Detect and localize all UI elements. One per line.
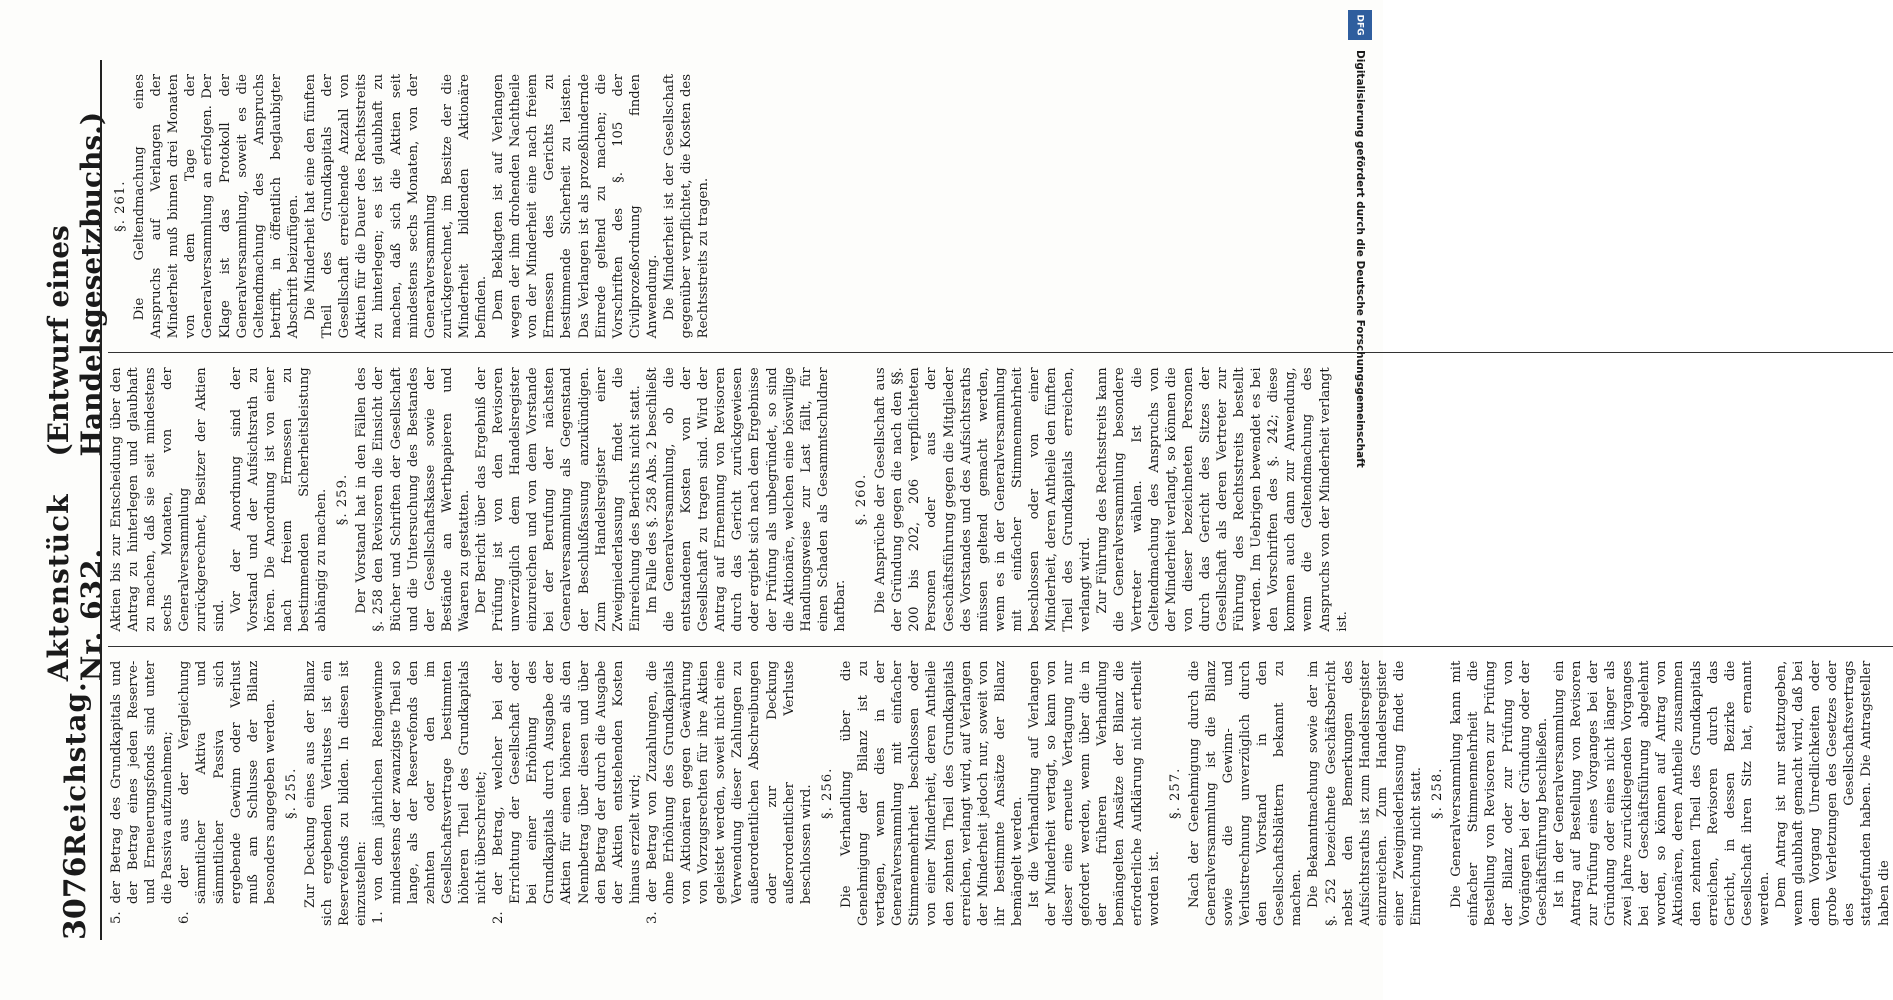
list-item: 3. der Betrag von Zuzahlungen, die ohne Erhöhung des Grundkapitals von Aktionären gegen Gewährung von Vorzugsrechten für ihre Aktien geleistet werden, soweit nicht eine Verwendung dieser Zahlungen zu außerordentlichen Abschreibungen oder zur Deckung außerordentlicher Verluste beschlossen wird. [644, 660, 814, 924]
paragraph: Aktien bis zur Entscheidung über den Antrag zu hinterlegen und glaubhaft zu machen, daß sie seit mindestens sechs Monaten, von der Generalversammlung zurückgerechnet, Besitzer der Aktien sind. [109, 367, 227, 632]
dfg-logo: DFG [1348, 10, 1372, 40]
paragraph: Die Minderheit hat eine den fünften Theil des Grundkapitals der Gesellschaft erreichende Anzahl von Aktien für die Dauer des Rechtsstreits zu hinterlegen; es ist glaubhaft zu machen, daß sich die Aktien seit mindestens sechs Monaten, von der Generalversammlung zurückgerechnet, im Besitze der die Minderheit bildenden Aktionäre befinden. [303, 74, 489, 339]
paragraph: Zur Deckung eines aus der Bilanz sich ergebenden Verlustes ist ein Reservefonds zu bilden. In diesen ist einzustellen: [303, 660, 370, 926]
paragraph: Dem Beklagten ist auf Verlangen wegen der ihm drohenden Nachtheile von der Minderheit eine nach freiem Ermessen des Gerichts zu bestimmende Sicherheit zu leisten. Das Verlangen ist als prozeßhindernde Einrede geltend zu machen; die Vorschriften des §. 105 der Civilprozeßordnung finden Anwendung. [491, 74, 660, 339]
paragraph: Dem Antrag ist nur stattzugeben, wenn glaubhaft gemacht wird, daß bei dem Vorgang Unredlichkeiten oder grobe Verletzungen des Gesetzes oder des Gesellschaftsvertrags stattgefunden haben. Die Antragsteller haben die [1774, 660, 1892, 926]
paragraph: Der Vorstand hat in den Fällen des §. 258 den Revisoren die Einsicht der Bücher und Schriften der Gesellschaft und die Untersuchung des Bestandes der Gesellschaftskasse sowie der Bestände an Werthpapieren und Waaren zu gestatten. [354, 367, 472, 632]
list-item: 6. der aus der Vergleichung sämmtlicher Aktiva und sämmtlicher Passiva sich ergebende Gewinn oder Verlust muß am Schlusse der Bilanz besonders angegeben werden. [177, 660, 278, 924]
publication-name: Reichstag. [58, 681, 92, 857]
paragraph: Die Ansprüche der Gesellschaft aus der Gründung gegen die nach den §§. 200 bis 202, 206 verpflichteten Personen oder aus der Geschäftsführung gegen die Mitglieder des Vorstandes und des Aufsichtsraths müssen geltend gemacht werden, wenn es in der Generalversammlung mit einfacher Stimmenmehrheit beschlossen oder von einer Minderheit, deren Antheile den fünften Theil des Grundkapitals erreichen, verlangt wird. [873, 367, 1094, 632]
paragraph: Nach der Genehmigung durch die Generalversammlung ist die Bilanz sowie die Gewinn- und Verlustrechnung unverzüglich durch den Vorstand in den Gesellschaftsblättern bekannt zu machen. [1186, 660, 1305, 926]
section-heading: §. 258. [1430, 767, 1446, 820]
section-heading: §. 255. [283, 767, 299, 820]
header-rule [100, 60, 102, 940]
paragraph: Zur Führung des Rechtsstreits kann die Generalversammlung besondere Vertreter wählen. Ist die Geltendmachung des Anspruchs von der Minderheit verlangt, so können die von dieser bezeichneten Personen durch das Gericht des Sitzes der Gesellschaft als deren Vertreter zur Führung des Rechtsstreits bestellt werden. Im Uebrigen bewendet es bei den Vorschriften des §. 242; diese kommen auch dann zur Anwendung, wenn die Geltendmachung des Anspruchs von der Minderheit verlangt ist. [1095, 367, 1350, 632]
column-right [108, 60, 1893, 353]
list-item: 1. von dem jährlichen Reingewinne mindestens der zwanzigste Theil so lange, als der Reservefonds den zehnten oder den im Gesellschaftsvertrage bestimmten höheren Theil des Grundkapitals nicht überschreitet; [371, 660, 489, 924]
paragraph: Die Generalversammlung kann mit einfacher Stimmenmehrheit die Bestellung von Revisoren zur Prüfung der Bilanz oder zur Prüfung von Vorgängen bei der Gründung oder der Geschäftsführung beschließen. [1449, 660, 1550, 926]
column-left [108, 647, 1893, 940]
digitization-text: Digitalisierung gefördert durch die Deutsche Forschungsgemeinschaft [1354, 50, 1366, 468]
paragraph: Im Falle des §. 258 Abs. 2 beschließt die Generalversammlung, ob die entstandenen Kosten von der Gesellschaft zu tragen sind. Wird der Antrag auf Ernennung von Revisoren durch das Gericht zurückgewiesen oder ergiebt sich nach dem Ergebnisse der Prüfung als unbegründet, so sind die Aktionäre, welchen eine böswillige Handlungsweise zur Last fällt, für einen Schaden als Gesammtschuldner haftbar. [644, 367, 848, 632]
paragraph: Die Minderheit ist der Gesellschaft gegenüber verpflichtet, die Kosten des Rechtsstreits zu tragen. [662, 74, 712, 339]
paragraph: Die Bekanntmachung sowie der im §. 252 bezeichnete Geschäftsbericht nebst den Bemerkungen des Aufsichtsraths ist zum Handelsregister einzureichen. Zum Handelsregister einer Zweigniederlassung findet die Einreichung nicht statt. [1306, 660, 1425, 926]
paragraph: Die Geltendmachung eines Anspruchs auf Verlangen der Minderheit muß binnen drei Monaten von dem Tage der Generalversammlung an erfolgen. Der Klage ist das Protokoll der Generalversammlung, soweit es die Geltendmachung des Anspruchs betrifft, in öffentlich beglaubigter Abschrift beizufügen. [132, 74, 301, 339]
digitization-note [1348, 10, 1372, 1000]
document-number: Aktenstück Nr. 632. [42, 493, 108, 682]
section-heading: §. 257. [1167, 767, 1183, 820]
document-title: (Entwurf eines Handelsgesetzbuchs.) [42, 111, 108, 457]
page-number: 3076 [57, 856, 93, 940]
paragraph: Ist in der Generalversammlung ein Antrag auf Bestellung von Revisoren zur Prüfung eines Vorganges bei der Gründung oder eines nicht länger als zwei Jahre zurückliegenden Vorganges bei der Geschäftsführung abgelehnt worden, so können auf Antrag von Aktionären, deren Antheile zusammen den zehnten Theil des Grundkapitals erreichen, Revisoren durch das Gericht, in dessen Bezirke die Gesellschaft ihren Sitz hat, ernannt werden. [1551, 660, 1772, 926]
section-heading: §. 259. [335, 473, 351, 526]
section-heading: §. 260. [854, 473, 870, 526]
paragraph: Die Verhandlung über die Genehmigung der Bilanz ist zu vertagen, wenn dies in der Generalversammlung mit einfacher Stimmenmehrheit beschlossen oder von einer Minderheit, deren Antheile den zehnten Theil des Grundkapitals erreichen, verlangt wird, auf Verlangen der Minderheit jedoch nur, soweit von ihr bestimmte Ansätze der Bilanz bemängelt werden. [838, 660, 1025, 926]
list-item: 2. der Betrag, welcher bei der Errichtung der Gesellschaft oder bei einer Erhöhung des Grundkapitals durch Ausgabe der Aktien für einen höheren als den Nennbetrag über diesen und über den Betrag der durch die Ausgabe der Aktien entstehenden Kosten hinaus erzielt wird; [491, 660, 643, 924]
list-item: 5. der Betrag des Grundkapitals und der Betrag eines jeden Reserve- und Erneuerungsfonds sind unter die Passiva aufzunehmen; [109, 660, 176, 924]
section-heading: §. 261. [113, 180, 128, 232]
paragraph: Ist die Verhandlung auf Verlangen der Minderheit vertagt, so kann von dieser eine erneute Vertagung nur gefordert werden, wenn über die in der früheren Verhandlung bemängelten Ansätze der Bilanz die erforderliche Aufklärung nicht ertheilt worden ist. [1026, 660, 1162, 926]
section-heading: §. 256. [819, 767, 835, 820]
paragraph: Der Bericht über das Ergebniß der Prüfung ist von den Revisoren unverzüglich dem Handelsregister einzureichen und von dem Vorstande bei der Berufung der nächsten Generalversammlung als Gegenstand der Beschlußfassung anzukündigen. Zum Handelsregister einer Zweigniederlassung findet die Einreichung des Berichts nicht statt. [473, 367, 643, 632]
column-middle [108, 353, 1893, 646]
page-header [42, 60, 108, 940]
paragraph: Vor der Anordnung sind der Vorstand und der Aufsichtsrath zu hören. Die Anordnung ist von einer nach freiem Ermessen zu bestimmenden Sicherheitsleistung abhängig zu machen. [228, 367, 330, 632]
